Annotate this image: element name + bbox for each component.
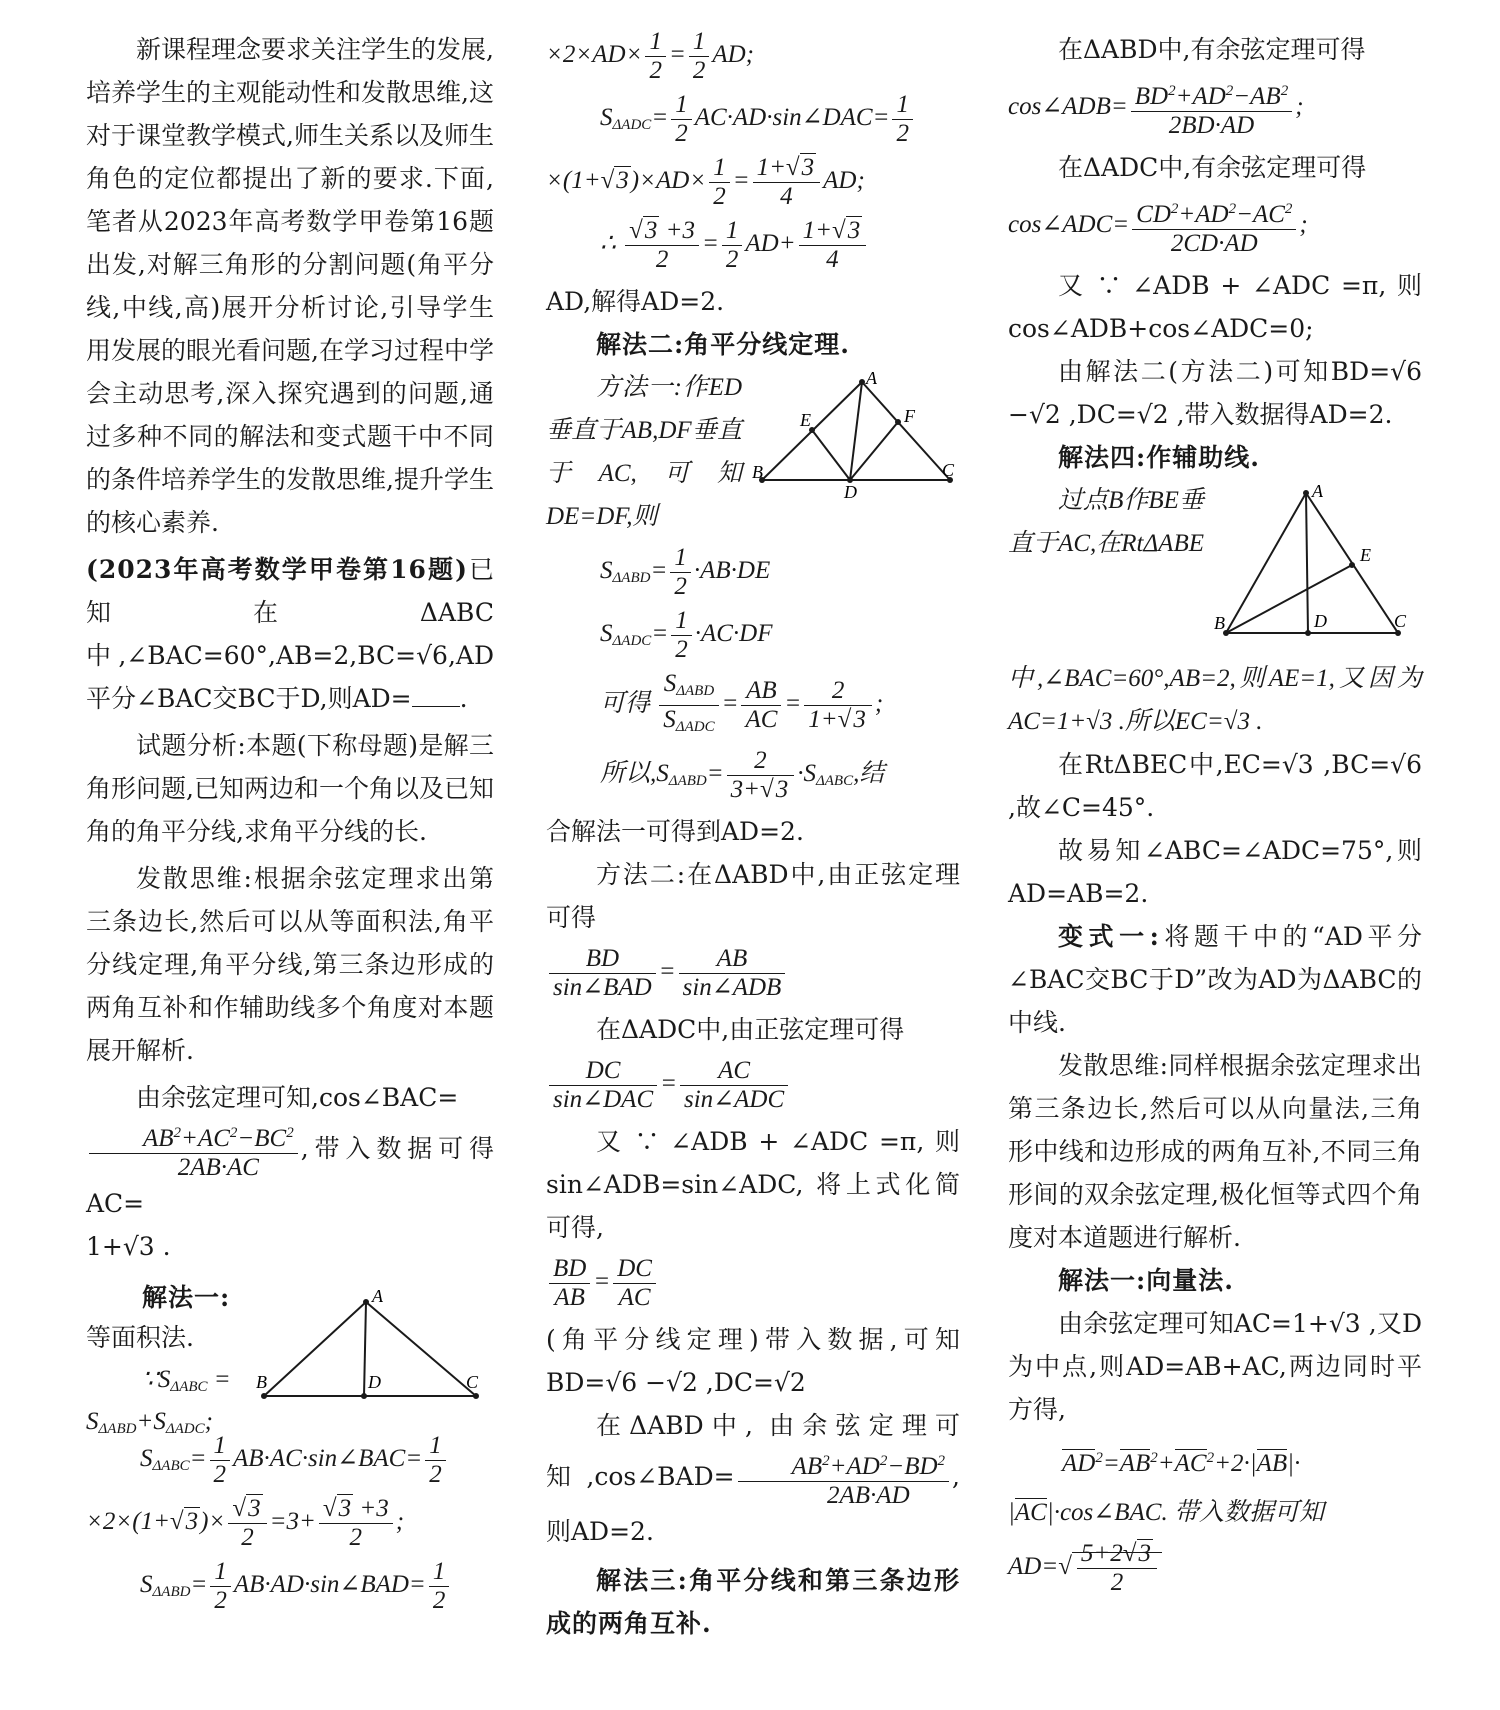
eq-cos-adb: cos∠ADB= $\frac{BD^2+AD^2-AB^2}{2BD\cdot AD}$ ; [1008, 77, 1422, 140]
method2a-block [546, 366, 960, 538]
svg-text:A: A [372, 1288, 383, 1306]
method4-block [1008, 479, 1422, 743]
method2b-lead: 方法二:在ΔABD中,由正弦定理可得 [546, 860, 960, 932]
vector-text1: 由余弦定理可知AC=1+√3 ,又D为中点,则AD=AB+AC,两边同时平方得, [1008, 1309, 1422, 1424]
intro-paragraph: 新课程理念要求关注学生的发展,培养学生的主观能动性和发散思维,这对于课堂教学模式,师生关系以及师生角色的定位都提出了新的要求.下面,笔者从2023年高考数学甲卷第16题出发,对解三角形的分割问题(角平分线,中线,高)展开分析讨论,引导学生用发展的眼光看问题,在学习过程中学会主动思考,深入探究遇到的问题,通过多种不同的解法和变式题干中不同的条件培养学生的发散思维,提升学生的核心素养. [86, 35, 494, 537]
m3-abd: 在ΔABD中,有余弦定理可得 [1058, 35, 1366, 64]
eq-sabd-de: $S_{\Delta ABD}=$ $\frac{1}{2}$ ·AB·DE [600, 544, 771, 600]
method2b-theorem: (角平分线定理)带入数据,可知BD=√6 −√2 ,DC=√2 [546, 1325, 960, 1397]
svg-text:E: E [1360, 545, 1371, 565]
svg-text:A: A [1312, 483, 1323, 501]
svg-text:C: C [942, 460, 955, 480]
svg-text:C: C [466, 1372, 479, 1392]
variant-paragraph: 变式一:将题干中的“AD平分∠BAC交BC于D”改为AD为ΔABC的中线. [1008, 922, 1422, 1037]
combine-text: 合解法一可得到AD=2. [546, 817, 804, 846]
column-1 [86, 28, 494, 1621]
ad-result: AD,解得AD=2. [546, 287, 725, 316]
eq-sadc-df: $S_{\Delta ADC}=$ $\frac{1}{2}$ ·AC·DF [600, 607, 773, 663]
svg-text:B: B [1214, 613, 1225, 633]
method4-title: 解法四:作辅助线. [1058, 443, 1260, 472]
eq-sabd: $S_{\Delta ABD}=$ $\frac{1}{2}$ AB·AD·sin∠BAD= $\frac{1}{2}$ [86, 1558, 494, 1615]
method3-title: 解法三:角平分线和第三条边形成的两角互补. [546, 1566, 960, 1638]
eq-cos-adc: cos∠ADC= $\frac{CD^2+AD^2-AC^2}{2CD\cdot AD}$ ; [1008, 195, 1422, 258]
svg-text:C: C [1394, 611, 1407, 631]
m3-adc: 在ΔADC中,有余弦定理可得 [1058, 153, 1367, 182]
svg-text:D: D [1314, 611, 1327, 631]
column-3 [1008, 28, 1422, 1603]
eq-vector-square: $AD^2=AB^2+AC^2+2\cdot|AB|\cdot$ [1062, 1450, 1301, 1477]
eq-ratio: 可得 $\frac{S_{\Delta ABD}}{S_{\Delta ADC}}$ = $\frac{AB}{AC}$ = $\frac{2}{1+√3}$ ; [600, 670, 884, 735]
svg-text:E: E [800, 410, 811, 430]
svg-text:D: D [368, 1372, 381, 1392]
method2-title: 解法二:角平分线定理. [596, 330, 850, 359]
triangle-figure-1 [254, 1288, 494, 1408]
method2b-adc: 在ΔADC中,由正弦定理可得 [596, 1015, 905, 1044]
method4-text: 过点B作BE垂直于AC,在RtΔABE中,∠BAC=60°,AB=2,则AE=1,又因为AC=1+√3 .所以EC=√3 . [1008, 487, 1422, 735]
analysis-paragraph: 试题分析:本题(下称母题)是解三角形问题,已知两边和一个角以及已知角的角平分线,求角平分线的长. [86, 731, 494, 846]
eq-sadc: $S_{\Delta ADC}=$ $\frac{1}{2}$ AC·AD·sin∠DAC= $\frac{1}{2}$ [546, 91, 960, 148]
eq-therefore: ∴ $\frac{√3 +3}{2}$ = $\frac{1}{2}$ AD+ $\frac{1+√3}{4}$ [546, 217, 960, 274]
svg-text:B: B [256, 1372, 267, 1392]
method2b-cos: 在ΔABD中, 由余弦定理可知,cos∠BAD= $\frac{AB^2+AD^2-BD^2}{2AB\cdot AD}$ ,则AD=2. [546, 1411, 960, 1546]
m4-bec: 在RtΔBEC中,EC=√3 ,BC=√6 ,故∠C=45°. [1008, 750, 1422, 822]
variant-divergent: 发散思维:同样根据余弦定理求出第三条边长,然后可以从向量法,三角形中线和边形成的两角互补,不同三角形间的双余弦定理,极化恒等式四个角度对本道题进行解析. [1008, 1051, 1422, 1252]
svg-text:B: B [752, 462, 763, 482]
problem-paragraph: (2023年高考数学甲卷第16题)已知在ΔABC中,∠BAC=60°,AB=2,BC=√6,AD平分∠BAC交BC于D,则AD= . [86, 555, 494, 713]
column-2 [546, 28, 960, 1645]
eq-ad-final: AD=√ $\frac{5+2√3}{2}$ [1008, 1540, 1422, 1597]
eq-top: ×2×AD× $\frac{1}{2}$ = $\frac{1}{2}$ AD; [546, 28, 754, 84]
answer-blank [412, 684, 460, 707]
method2b-since: 又 ∵ ∠ADB + ∠ADC =π, 则sin∠ADB=sin∠ADC, 将上式化简可得, [546, 1127, 960, 1242]
triangle-figure-3 [1212, 483, 1422, 653]
divergent-paragraph: 发散思维:根据余弦定理求出第三条边长,然后可以从等面积法,角平分线定理,角平分线,第三条边形成的两角互补和作辅助线多个角度对本题展开解析. [86, 864, 494, 1065]
svg-text:D: D [844, 482, 857, 500]
vector-text2: |AC|·cos∠BAC. 带入数据可知 [1008, 1499, 1324, 1526]
method2a-text: 方法一:作ED垂直于AB,DF垂直于AC,可知DE=DF,则 [546, 374, 742, 530]
eq-so: 所以$,S_{\Delta ABD}=$ $\frac{2}{3+√3}$ $\cdot S_{\Delta ABC}$,结 [600, 747, 885, 803]
eq-sine-adc: $\frac{DC}{\text{sin∠DAC}}$ = $\frac{AC}{\text{sin∠ADC}}$ [546, 1057, 960, 1114]
m4-angle: 故易知∠ABC=∠ADC=75°,则AD=AB=2. [1008, 836, 1422, 908]
method1-block: 解法一: 等面积法. $\because S_{\Delta ABC}$ = $S_{\Delta ABD}+S_{\Delta ADC}$; A B C D [86, 1276, 494, 1426]
m3-since: 又 ∵ ∠ADB + ∠ADC =π, 则cos∠ADB+cos∠ADC=0; [1008, 271, 1422, 343]
triangle-figure-2 [750, 370, 960, 500]
svg-text:F: F [904, 406, 915, 426]
eq-sadc-value: ×(1+√3)×AD× $\frac{1}{2}$ = $\frac{1+√3}{4}$ AD; [546, 154, 865, 210]
cosine-paragraph: 由余弦定理可知,cos∠BAC= $\frac{AB^2+AC^2-BC^2}{2AB\cdot AC}$ ,带入数据可得AC= 1+√3 . [86, 1083, 494, 1261]
svg-text:A: A [866, 370, 877, 388]
eq-sabc: $S_{\Delta ABC}=$ $\frac{1}{2}$ AB·AC·sin∠BAC= $\frac{1}{2}$ [86, 1432, 494, 1489]
eq-sabc-value: ×2×(1+√3)× $\frac{√3}{2}$ =3+ $\frac{√3 +3}{2}$ ; [86, 1495, 405, 1551]
cosine-fraction: $\frac{AB^2+AC^2-BC^2}{2AB\cdot AC}$ [89, 1119, 298, 1182]
vector-title: 解法一:向量法. [1058, 1266, 1234, 1295]
m3-from: 由解法二(方法二)可知BD=√6 −√2 ,DC=√2 ,带入数据得AD=2. [1008, 357, 1422, 429]
eq-theorem: $\frac{BD}{AB}$ = $\frac{DC}{AC}$ [546, 1255, 960, 1312]
eq-sine-abd: $\frac{BD}{\text{sin∠BAD}}$ = $\frac{AB}{\text{sin∠ADB}}$ [546, 945, 960, 1002]
